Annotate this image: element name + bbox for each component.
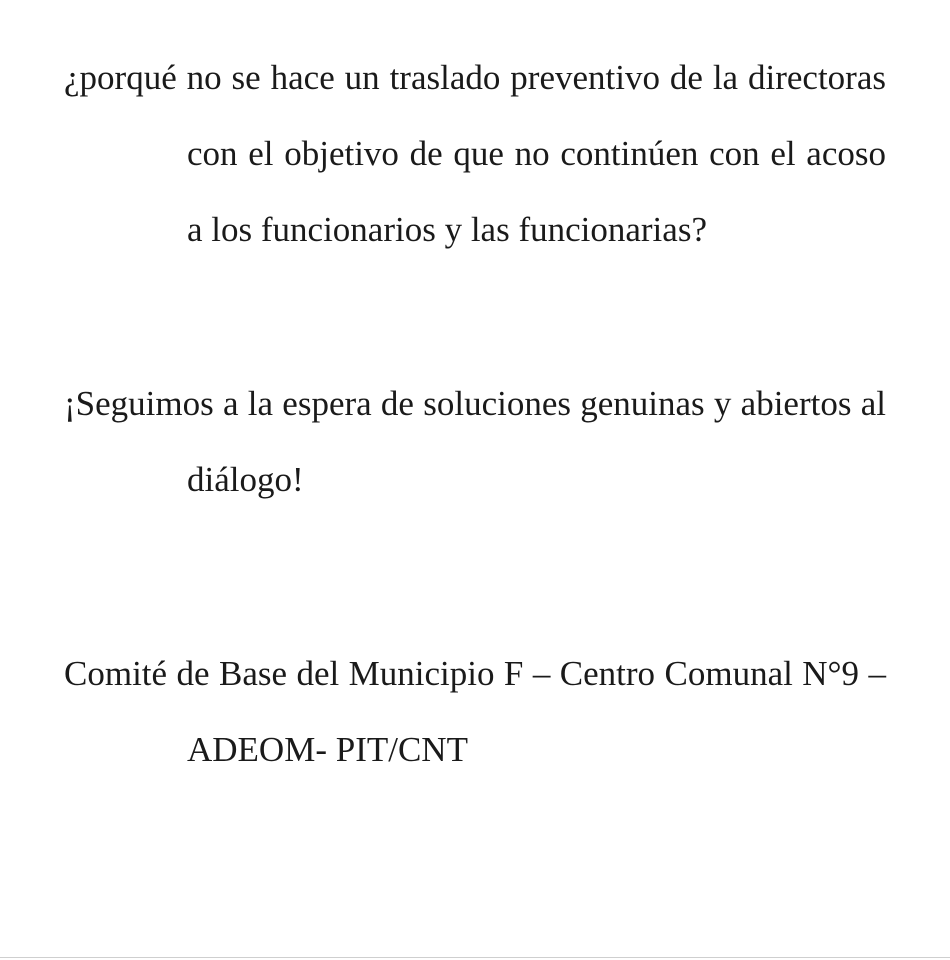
page-bottom-edge [0,957,950,958]
paragraph-closing-remark: ¡Seguimos a la espera de soluciones genuinas y abiertos al diálogo! [64,384,886,499]
paragraph-question: ¿porqué no se hace un traslado preventivo de la directoras con el objetivo de que no continúen con el acoso a los funcionarios y las funcionarias? [64,58,886,249]
clipped-previous-line [0,0,950,4]
paragraph-signature: Comité de Base del Municipio F – Centro Comunal N°9 – ADEOM- PIT/CNT [64,654,886,769]
